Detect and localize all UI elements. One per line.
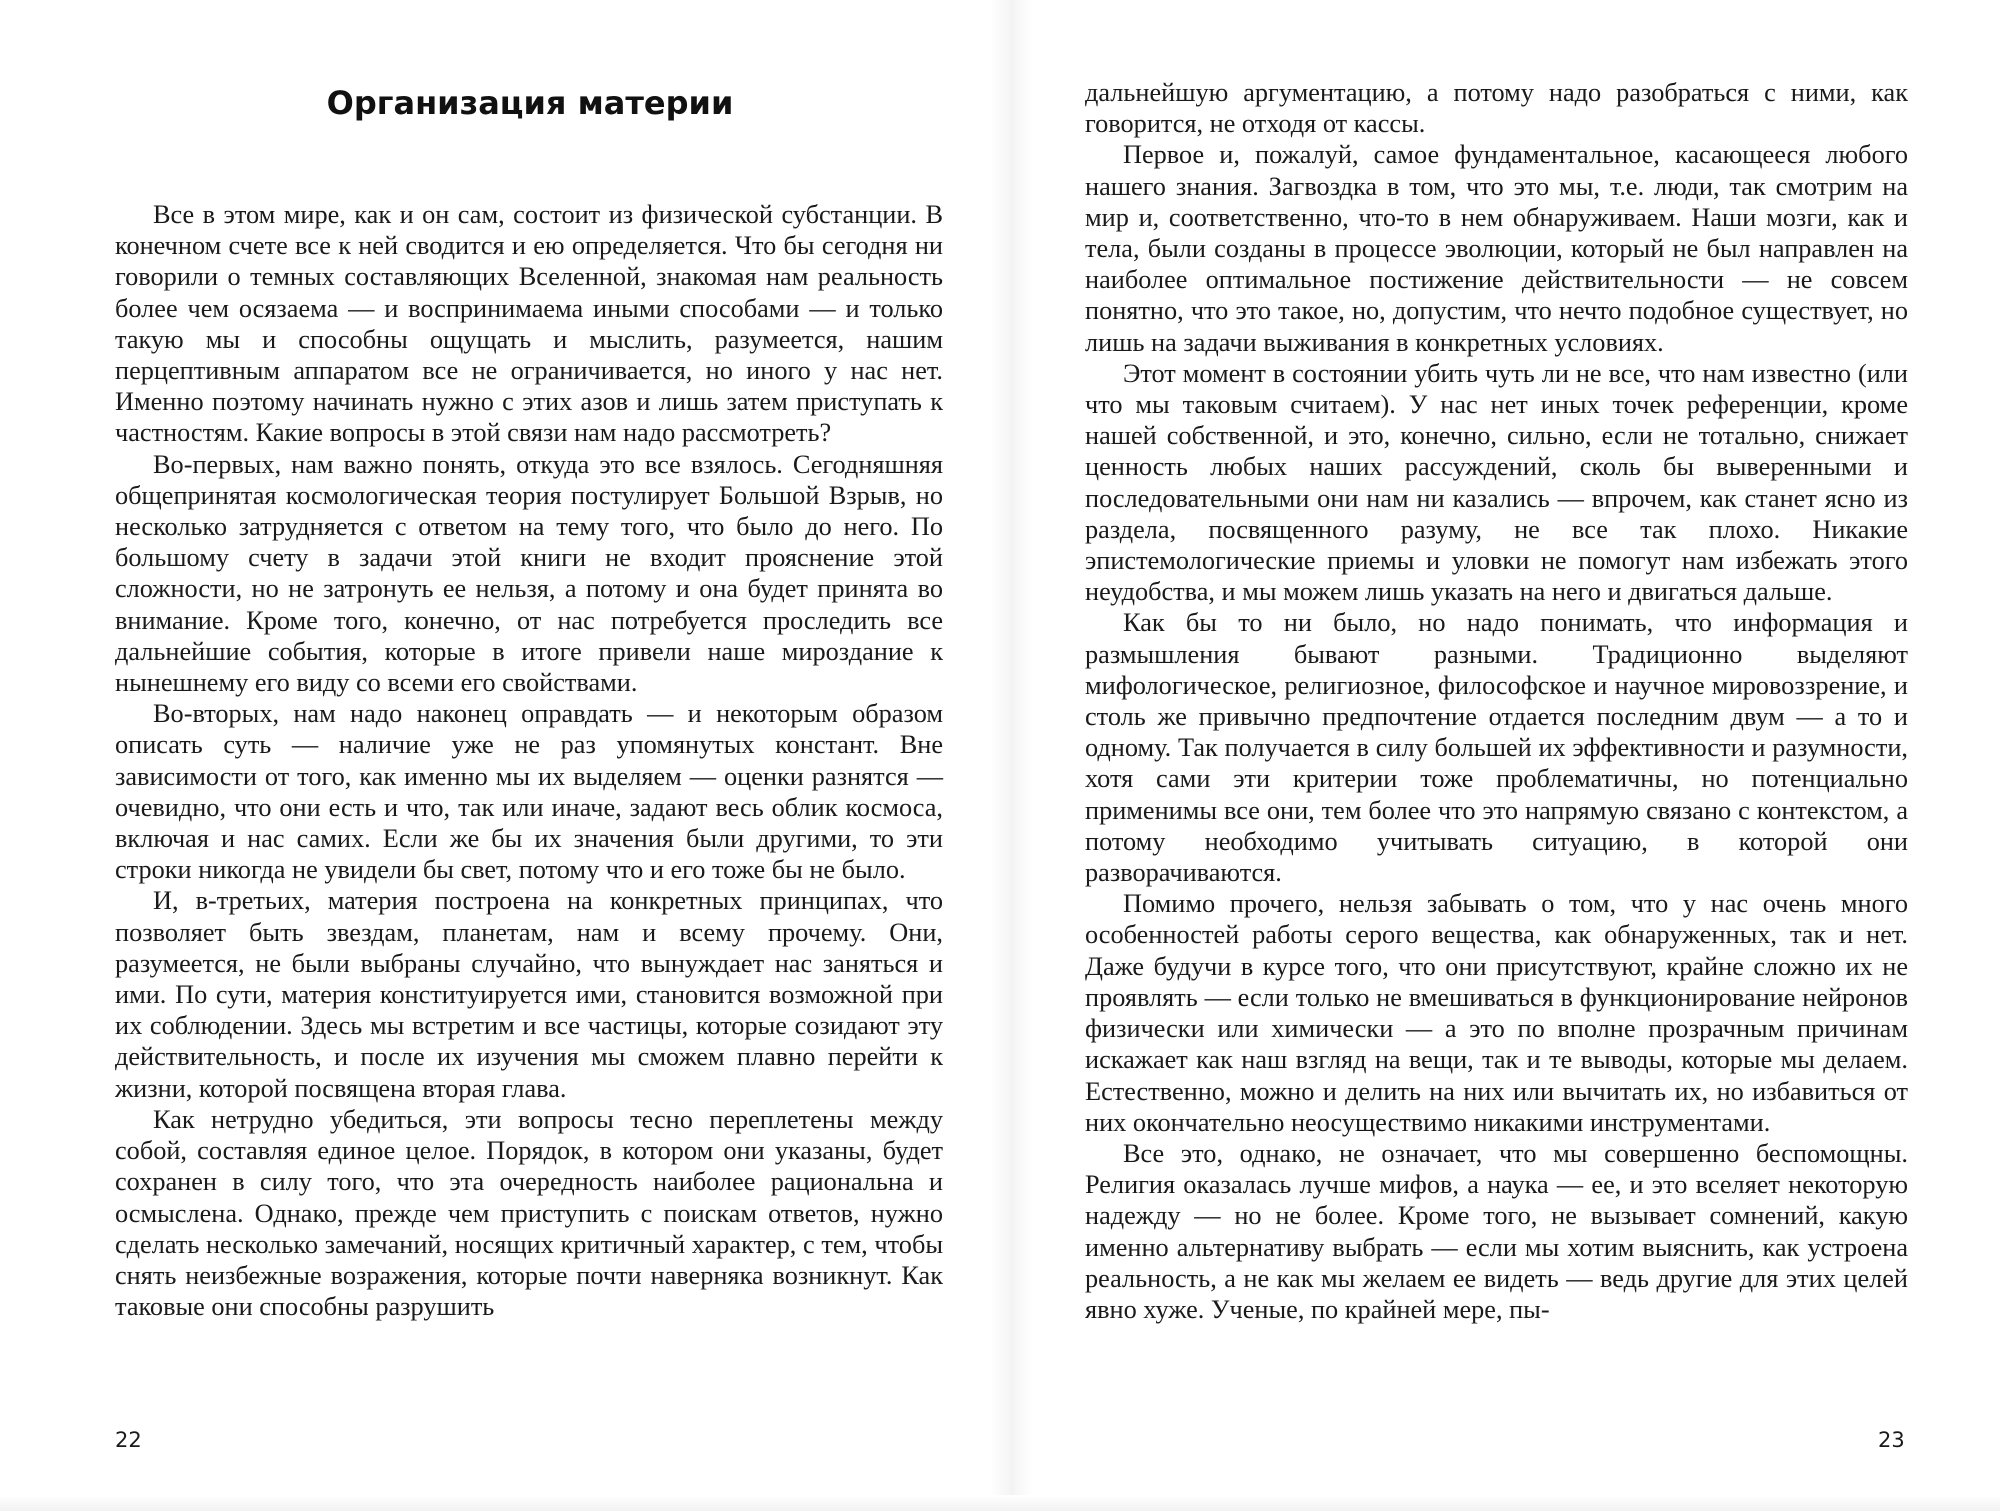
paragraph: Этот момент в состоянии убить чуть ли не все, что нам известно (или что мы таковым считаем). У нас нет иных точек референции, кроме нашей собственной, и это, конечно, сильно, если не тотально, снижает ценность любых наших рассуждений, сколь бы выверенными и последовательными они нам ни казались — впрочем, как станет ясно из раздела, посвященного разуму, не все так плохо. Никакие эпистемологические приемы и уловки не помогут нам избежать этого неудобства, и мы можем лишь указать на него и двигаться дальше. [1085,358,1908,607]
paragraph: И, в-третьих, материя построена на конкретных принципах, что позволяет быть звездам, планетам, нам и всему прочему. Они, разумеется, не были выбраны случайно, что вынуждает нас заняться и ими. По сути, материя конституируется ими, становится возможной при их соблюдении. Здесь мы встретим и все частицы, которые созидают эту действительность, и после их изучения мы сможем плавно перейти к жизни, которой посвящена вторая глава. [115,886,943,1103]
page-bottom-edge [0,1495,2000,1511]
paragraph: Первое и, пожалуй, самое фундаментальное, касающееся любого нашего знания. Загвоздка в том, что это мы, т.е. люди, так смотрим на мир и, соответственно, что-то в нем обнаруживаем. Наши мозги, как и тела, были созданы в процессе эволюции, который не был направлен на наиболее оптимальное постижение действительности — не совсем понятно, что это такое, но, допустим, что нечто подобное существует, но лишь на задачи выживания в конкретных условиях. [1085,140,1908,357]
page-number-left: 22 [115,1428,142,1452]
paragraph: Как нетрудно убедиться, эти вопросы тесно переплетены между собой, составляя единое целое. Порядок, в котором они указаны, будет сохранен в силу того, что эта очередность наиболее рациональна и осмыслена. Однако, прежде чем приступить с поискам ответов, нужно сделать несколько замечаний, носящих критичный характер, с тем, чтобы снять неизбежные возражения, которые почти наверняка возникнут. Как таковые они способны разрушить [115,1104,943,1322]
left-page-body [115,199,943,1322]
paragraph: Во-первых, нам важно понять, откуда это все взялось. Сегодняшняя общепринятая космологическая теория постулирует Большой Взрыв, но несколько затрудняется с ответом на тему того, что было до него. По большому счету в задачи этой книги не входит прояснение этой сложности, но не затронуть ее нельзя, а потому и она будет принята во внимание. Кроме того, конечно, от нас потребуется проследить все дальнейшие события, которые в итоге привели наше мироздание к нынешнему его виду со всеми его свойствами. [115,449,943,698]
paragraph: Помимо прочего, нельзя забывать о том, что у нас очень много особенностей работы серого вещества, как обнаруженных, так и нет. Даже будучи в курсе того, что они присутствуют, крайне сложно их не проявлять — если только не вмешиваться в функционирование нейронов физически или химически — а это по вполне прозрачным причинам искажает как наш взгляд на вещи, так и те выводы, которые мы делаем. Естественно, можно и делить на них или вычитать их, но избавиться от них окончательно неосуществимо никакими инструментами. [1085,889,1908,1137]
paragraph-continuation: дальнейшую аргументацию, а потому надо разобраться с ними, как говорится, не отходя от кассы. [1085,78,1908,139]
paragraph: Во-вторых, нам надо наконец оправдать — и некоторым образом описать суть — наличие уже не раз упомянутых констант. Вне зависимости от того, как именно мы их выделяем — оценки разнятся — очевидно, что они есть и что, так или иначе, задают весь облик космоса, включая и нас самих. Если же бы их значения были другими, то эти строки никогда не увидели бы свет, потому что и его тоже бы не было. [115,699,943,885]
paragraph: Как бы то ни было, но надо понимать, что информация и размышления бывают разными. Традиционно выделяют мифологическое, религиозное, философское и научное мировоззрение, и столь же привычно предпочтение отдается последним двум — а то и одному. Так получается в силу большей их эффективности и разумности, хотя сами эти критерии тоже проблематичны, но потенциально применимы все они, тем более что это напрямую связано с контекстом, а потому необходимо учитывать ситуацию, в которой они разворачиваются. [1085,608,1908,888]
right-page-body [1085,77,1908,1325]
paragraph: Все это, однако, не означает, что мы совершенно беспомощны. Религия оказалась лучше мифов, а наука — ее, и это вселяет некоторую надежду — но не более. Кроме того, не вызывает сомнений, какую именно альтернативу выбрать — если мы хотим выяснить, как устроена реальность, а не как мы желаем ее видеть — ведь другие для этих целей явно хуже. Ученые, по крайней мере, пы- [1085,1138,1908,1324]
page-number-right: 23 [1878,1428,1905,1452]
chapter-title: Организация материи [326,84,734,122]
paragraph: Все в этом мире, как и он сам, состоит из физической субстанции. В конечном счете все к ней сводится и ею определяется. Что бы сегодня ни говорили о темных составляющих Вселенной, знакомая нам реальность более чем осязаема — и воспринимаема иными способами — и только такую мы и способны ощущать и мыслить, разумеется, нашим перцептивным аппаратом все не ограничивается, но иного у нас нет. Именно поэтому начинать нужно с этих азов и лишь затем приступать к частностям. Какие вопросы в этой связи нам надо рассмотреть? [115,200,943,448]
